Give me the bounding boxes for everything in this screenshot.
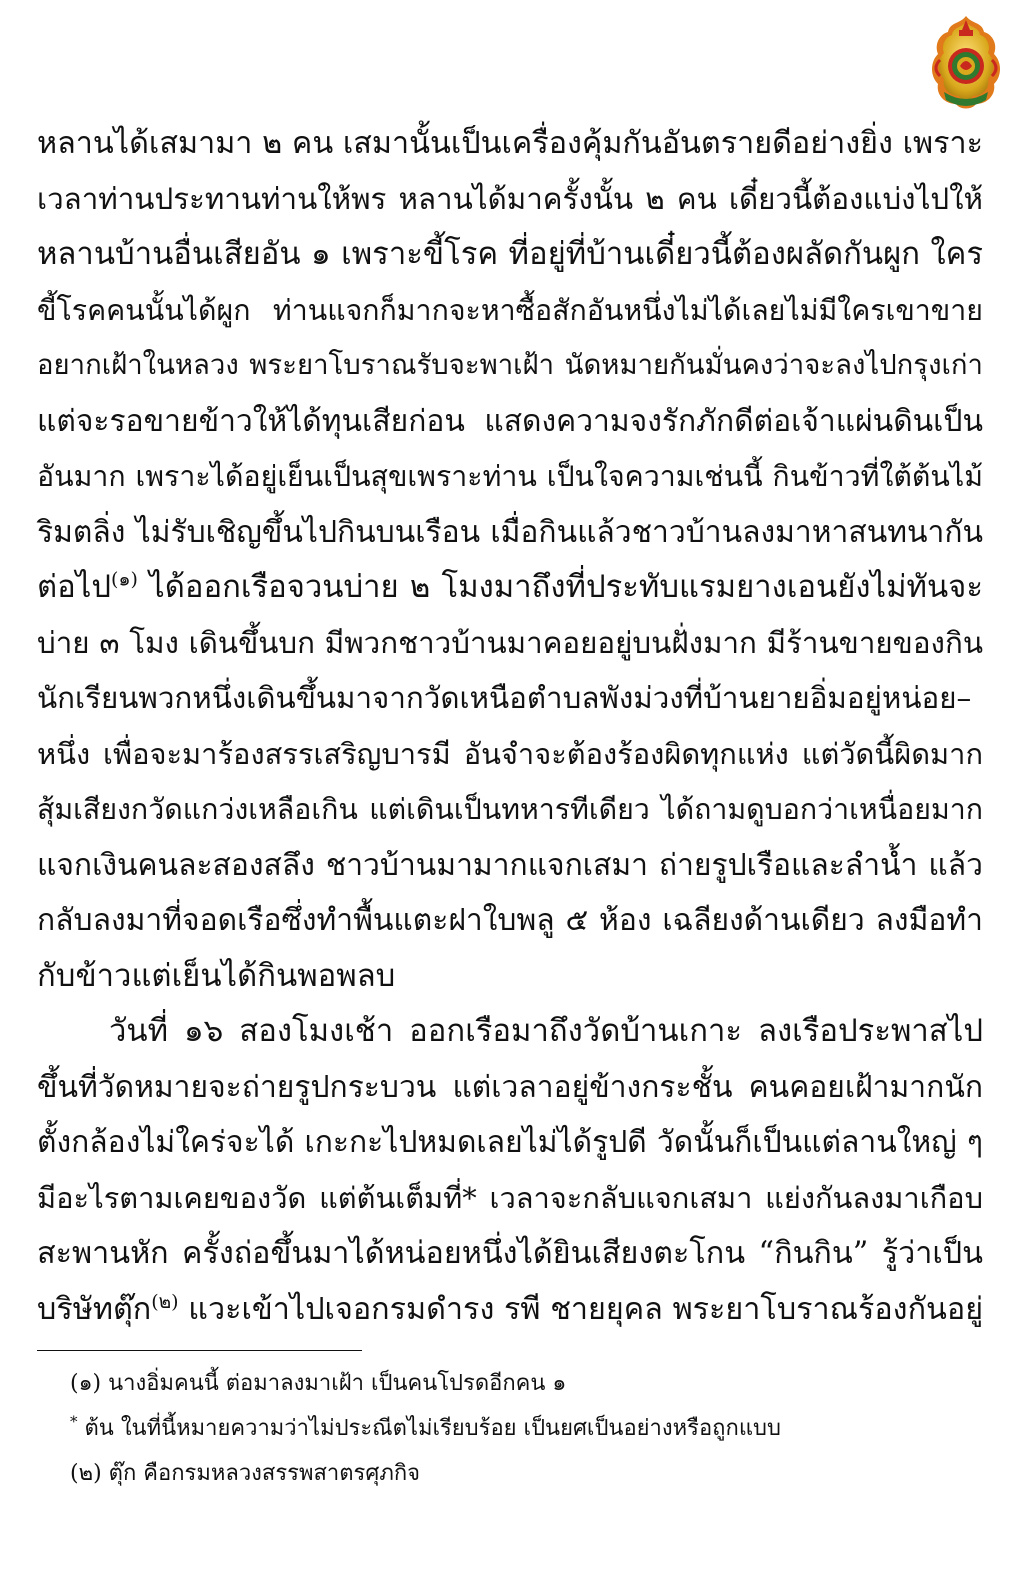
footnote-text: ต้น ในที่นี้หมายความว่าไม่ประณีตไม่เรียบร้อย เป็นยศเป็นอย่างหรือถูกแบบ (77, 1416, 781, 1441)
text-line (37, 1282, 983, 1338)
text-segment: สุ้มเสียงกวัดแกว่งเหลือเกิน แต่เดินเป็นทหารทีเดียว ได้ถามดูบอกว่าเหนื่อยมาก (37, 793, 983, 826)
text-segment: ได้ออกเรือจวนบ่าย ๒ โมงมาถึงที่ประทับแรมยางเอนยังไม่ทันจะ (137, 569, 983, 605)
text-line (37, 1115, 983, 1171)
text-line (37, 782, 983, 838)
text-segment: ริมตลิ่ง ไม่รับเชิญขึ้นไปกินบนเรือน เมื่อกินแล้วชาวบ้านลงมาหาสนทนากัน (37, 514, 983, 550)
text-segment: หลานได้เสมามา ๒ คน เสมานั้นเป็นเครื่องคุ้มกันอันตรายดีอย่างยิ่ง เพราะ (37, 126, 983, 161)
text-segment: สะพานหัก ครั้งถ่อขึ้นมาได้หน่อยหนึ่งได้ยินเสียงตะโกน “กินกิน” รู้ว่าเป็น (37, 1236, 983, 1271)
text-line (37, 338, 983, 394)
text-segment: อยากเฝ้าในหลวง พระยาโบราณรับจะพาเฝ้า นัดหมายกันมั่นคงว่าจะลงไปกรุงเก่า (37, 349, 983, 381)
text-line (37, 172, 983, 228)
text-line (37, 505, 983, 561)
text-line (37, 283, 983, 339)
text-line (37, 449, 983, 505)
text-line (37, 1226, 983, 1282)
text-line (37, 227, 983, 283)
text-line (37, 116, 983, 172)
text-segment: ตั้งกล้องไม่ใคร่จะได้ เกะกะไปหมดเลยไม่ได้รูปดี วัดนั้นก็เป็นแต่ลานใหญ่ ๆ (37, 1125, 983, 1160)
text-segment: กลับลงมาที่จอดเรือซึ่งทำพื้นแตะฝาใบพลู ๕ ห้อง เฉลียงด้านเดียว ลงมือทำ (37, 903, 983, 938)
text-line (37, 671, 983, 727)
footnote-label: * (70, 1412, 78, 1431)
text-line (37, 727, 983, 783)
text-segment: แจกเงินคนละสองสลึง ชาวบ้านมามากแจกเสมา ถ่ายรูปเรือและลำน้ำ แล้ว (37, 847, 983, 883)
text-segment: ขี้โรคคนนั้นได้ผูก ท่านแจกก็มากจะหาซื้อสักอันหนึ่งไม่ได้เลยไม่มีใครเขาขาย (37, 293, 983, 327)
text-line (37, 1171, 983, 1227)
text-segment: มีอะไรตามเคยของวัด แต่ต้นเต็มที่* เวลาจะกลับแจกเสมา แย่งกันลงมาเกือบ (37, 1180, 983, 1215)
text-line (37, 1004, 983, 1060)
text-line (37, 394, 983, 450)
text-segment: หลานบ้านอื่นเสียอัน ๑ เพราะขี้โรค ที่อยู่ที่บ้านเดี๋ยวนี้ต้องผลัดกันผูก ใคร (37, 236, 983, 272)
footnote-divider (37, 1350, 362, 1351)
text-segment: นักเรียนพวกหนึ่งเดินขึ้นมาจากวัดเหนือตำบลพังม่วงที่บ้านยายอิ่มอยู่หน่อย– (37, 681, 972, 715)
text-line (37, 949, 983, 1005)
footnote-label: (๑) (70, 1371, 102, 1396)
text-line (37, 838, 983, 894)
footnote-label: (๒) (70, 1461, 102, 1486)
text-segment: อันมาก เพราะได้อยู่เย็นเป็นสุขเพราะท่าน เป็นใจความเช่นนี้ กินข้าวที่ใต้ต้นไม้ (37, 460, 983, 493)
text-segment: กับข้าวแต่เย็นได้กินพอพลบ (37, 957, 396, 994)
text-segment: ขึ้นที่วัดหมายจะถ่ายรูปกระบวน แต่เวลาอยู่ข้างกระชั้น คนคอยเฝ้ามากนัก (37, 1069, 983, 1105)
text-segment: แต่จะรอขายข้าวให้ได้ทุนเสียก่อน แสดงความจงรักภักดีต่อเจ้าแผ่นดินเป็น (37, 403, 983, 439)
footnote-text: นางอิ่มคนนี้ ต่อมาลงมาเฝ้า เป็นคนโปรดอีกคน ๑ (101, 1371, 567, 1396)
text-line (37, 893, 983, 949)
text-line (37, 560, 983, 616)
text-segment: เวลาท่านประทานท่านให้พร หลานได้มาครั้งนั้น ๒ คน เดี๋ยวนี้ต้องแบ่งไปให้ (37, 181, 983, 216)
footnote (70, 1361, 970, 1406)
footnote-marker[interactable]: (๑) (111, 568, 138, 591)
text-line (37, 1060, 983, 1116)
footnote (70, 1451, 970, 1496)
text-segment: หนึ่ง เพื่อจะมาร้องสรรเสริญบารมี อันจำจะต้องร้องผิดทุกแห่ง แต่วัดนี้ผิดมาก (37, 736, 983, 771)
text-segment: ต่อไป (37, 569, 112, 605)
royal-crest-icon (926, 14, 1006, 112)
footnote-text: ตุ๊ก คือกรมหลวงสรรพสาตรศุภกิจ (101, 1461, 421, 1486)
footnotes (70, 1361, 970, 1496)
text-segment: บ่าย ๓ โมง เดินขึ้นบก มีพวกชาวบ้านมาคอยอยู่บนฝั่งมาก มีร้านขายของกิน (37, 625, 983, 660)
text-segment: วันที่ ๑๖ สองโมงเช้า ออกเรือมาถึงวัดบ้านเกาะ ลงเรือประพาสไป (109, 1013, 983, 1049)
footnote (70, 1406, 970, 1451)
footnote-marker[interactable]: (๒) (151, 1290, 179, 1313)
body-text (37, 116, 983, 1337)
text-line (37, 616, 983, 672)
text-segment: แวะเข้าไปเจอกรมดำรง รพี ชายยุคล พระยาโบราณร้องกันอยู่ (178, 1291, 984, 1327)
text-segment: บริษัทตุ๊ก (37, 1291, 152, 1327)
